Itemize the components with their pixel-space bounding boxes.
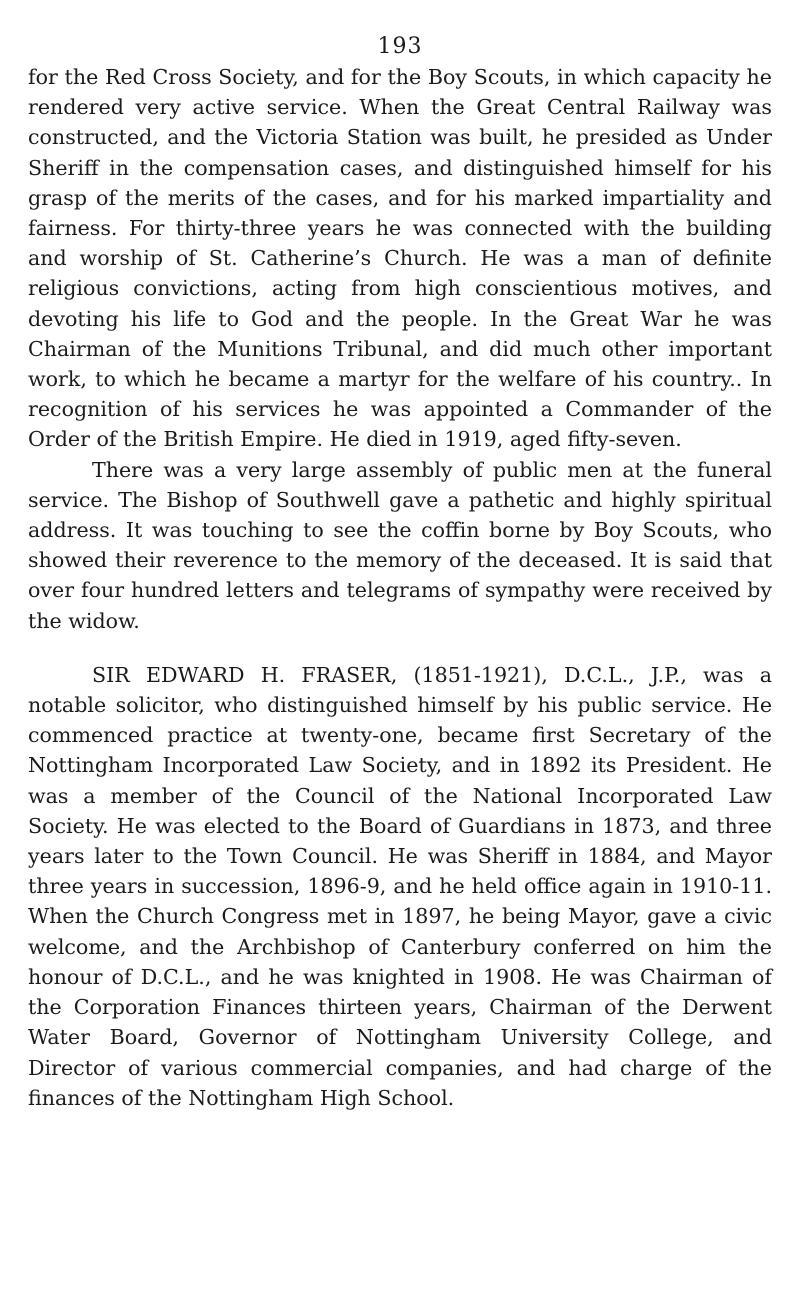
paragraph-funeral: There was a very large assembly of public men at the funeral service. The Bishop of Southwell gave a pathetic and highly spiritual address. It was touching to see the coffin borne by Boy Scouts, who showed their reverence to the memory of the deceased. It is said that over four hundred letters and telegrams of sympathy were received by the widow. <box>28 457 772 633</box>
page-number: 193 <box>377 34 423 59</box>
paragraph-continuation: for the Red Cross Society, and for the Boy Scouts, in which capacity he rendered very active service. When the Great Central Railway was constructed, and the Victoria Station was built, he presided as Under Sheriff in the compensation cases, and distinguished himself for his grasp of the merits of the cases, and for his marked impartiality and fairness. For thirty-three years he was connected with the building and worship of St. Catherine’s Church. He was a man of definite religious convictions, acting from high conscientious motives, and devoting his life to God and the people. In the Great War he was Chairman of the Munitions Tribunal, and did much other important work, to which he became a martyr for the welfare of his country.. In recognition of his services he was appointed a Commander of the Order of the British Empire. He died in 1919, aged fifty-seven. <box>28 65 772 452</box>
body-text <box>28 62 772 1113</box>
paragraph-sir-edward-fraser: SIR EDWARD H. FRASER, (1851-1921), D.C.L., J.P., was a notable solicitor, who distinguished himself by his public service. He commenced practice at twenty-one, became first Secretary of the Nottingham Incorporated Law Society, and in 1892 its President. He was a member of the Council of the National Incorporated Law Society. He was elected to the Board of Guardians in 1873, and three years later to the Town Council. He was Sheriff in 1884, and Mayor three years in succession, 1896-9, and he held office again in 1910-11. When the Church Congress met in 1897, he being Mayor, gave a civic welcome, and the Archbishop of Canterbury conferred on him the honour of D.C.L., and he was knighted in 1908. He was Chairman of the Corporation Finances thirteen years, Chairman of the Derwent Water Board, Governor of Nottingham University College, and Director of various commercial companies, and had charge of the finances of the Nottingham High School. <box>28 662 772 1110</box>
